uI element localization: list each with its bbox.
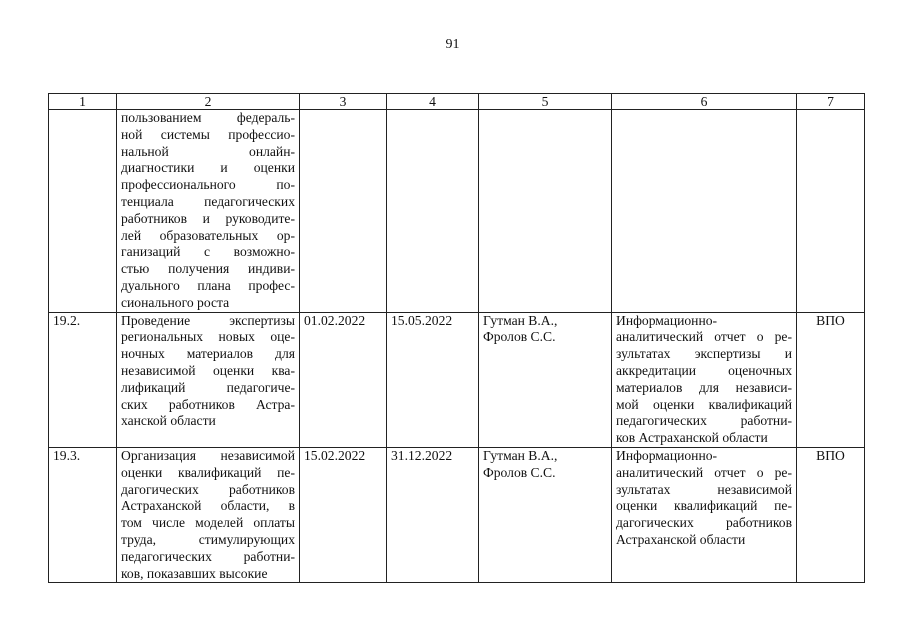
row-result bbox=[612, 312, 797, 447]
row-start-date bbox=[300, 110, 387, 313]
row-number bbox=[49, 110, 117, 313]
row-executor: ВПО bbox=[797, 447, 865, 582]
row-description-line: региональных новых оце- bbox=[121, 329, 295, 345]
table-body bbox=[49, 110, 865, 583]
row-end-date: 15.05.2022 bbox=[387, 312, 479, 447]
row-responsible-line: Фролов С.С. bbox=[483, 464, 556, 480]
row-result-line: Астраханской области bbox=[616, 531, 746, 547]
header-col-4: 4 bbox=[387, 94, 479, 110]
row-result-line: зультатах независимой bbox=[616, 481, 792, 497]
row-responsible bbox=[479, 110, 612, 313]
row-result-line: мой оценки квалификаций bbox=[616, 396, 792, 412]
header-col-2: 2 bbox=[117, 94, 300, 110]
row-result bbox=[612, 447, 797, 582]
row-description-line: Проведение экспертизы bbox=[121, 312, 295, 328]
header-row bbox=[49, 94, 865, 110]
row-result-line: Информационно- bbox=[616, 312, 718, 328]
row-description-line: лей образовательных ор- bbox=[121, 227, 295, 243]
header-col-3: 3 bbox=[300, 94, 387, 110]
header-col-7: 7 bbox=[797, 94, 865, 110]
row-description-line: ков, показавших высокие bbox=[121, 565, 268, 581]
row-responsible bbox=[479, 447, 612, 582]
row-description bbox=[117, 447, 300, 582]
row-description-line: пользованием федераль- bbox=[121, 110, 295, 125]
table-row bbox=[49, 447, 865, 582]
row-result-line: педагогических работни- bbox=[616, 413, 792, 429]
row-result-line: аналитический отчет о ре- bbox=[616, 464, 792, 480]
row-end-date bbox=[387, 110, 479, 313]
row-description-line: дуального плана профес- bbox=[121, 277, 295, 293]
header-col-6: 6 bbox=[612, 94, 797, 110]
row-result bbox=[612, 110, 797, 313]
row-description-line: ной системы профессио- bbox=[121, 126, 295, 142]
row-result-line: аналитический отчет о ре- bbox=[616, 329, 792, 345]
row-result-line: зультатах экспертизы и bbox=[616, 346, 792, 362]
row-description-line: нальной онлайн- bbox=[121, 143, 295, 159]
row-result-line: ков Астраханской области bbox=[616, 430, 768, 446]
row-responsible-line: Гутман В.А., bbox=[483, 312, 558, 328]
plan-table bbox=[48, 93, 865, 583]
header-col-1: 1 bbox=[49, 94, 117, 110]
row-description-line: оценки квалификаций пе- bbox=[121, 464, 295, 480]
row-end-date: 31.12.2022 bbox=[387, 447, 479, 582]
row-description-line: независимой оценки ква- bbox=[121, 362, 295, 378]
row-description bbox=[117, 110, 300, 313]
row-description bbox=[117, 312, 300, 447]
row-responsible-line: Фролов С.С. bbox=[483, 329, 556, 345]
row-executor bbox=[797, 110, 865, 313]
row-description-line: педагогических работни- bbox=[121, 548, 295, 564]
row-result-line: оценки квалификаций пе- bbox=[616, 498, 792, 514]
row-result-line: материалов для независи- bbox=[616, 379, 792, 395]
row-description-line: дагогических работников bbox=[121, 481, 295, 497]
page-number: 91 bbox=[445, 37, 460, 52]
row-description-line: лификаций педагогиче- bbox=[121, 379, 295, 395]
row-result-line: дагогических работников bbox=[616, 515, 792, 531]
row-start-date: 15.02.2022 bbox=[300, 447, 387, 582]
header-col-5: 5 bbox=[479, 94, 612, 110]
row-number: 19.2. bbox=[49, 312, 117, 447]
row-description-line: тенциала педагогических bbox=[121, 193, 295, 209]
row-description-line: стью получения индиви- bbox=[121, 261, 295, 277]
row-description-line: ганизаций с возможно- bbox=[121, 244, 295, 260]
row-number: 19.3. bbox=[49, 447, 117, 582]
table-row bbox=[49, 110, 865, 313]
row-description-line: ских работников Астра- bbox=[121, 396, 295, 412]
row-description-line: Астраханской области, в bbox=[121, 498, 295, 514]
row-description-line: работников и руководите- bbox=[121, 210, 295, 226]
row-executor: ВПО bbox=[797, 312, 865, 447]
row-result-line: Информационно- bbox=[616, 447, 718, 463]
row-start-date: 01.02.2022 bbox=[300, 312, 387, 447]
row-description-line: ночных материалов для bbox=[121, 346, 295, 362]
row-responsible-line: Гутман В.А., bbox=[483, 447, 558, 463]
row-description-line: сионального роста bbox=[121, 294, 230, 310]
row-description-line: труда, стимулирующих bbox=[121, 531, 295, 547]
row-description-line: ханской области bbox=[121, 413, 216, 429]
row-description-line: Организация независимой bbox=[121, 447, 295, 463]
row-result-line: аккредитации оценочных bbox=[616, 362, 792, 378]
row-description-line: профессионального по- bbox=[121, 177, 295, 193]
table-row bbox=[49, 312, 865, 447]
row-responsible bbox=[479, 312, 612, 447]
row-description-line: том числе моделей оплаты bbox=[121, 515, 295, 531]
row-description-line: диагностики и оценки bbox=[121, 160, 295, 176]
